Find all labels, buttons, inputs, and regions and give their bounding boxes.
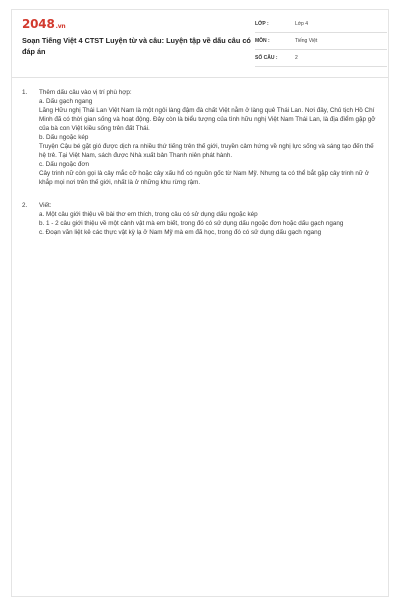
- question-part: a. Một câu giới thiệu về bài thơ em thích, trong câu có sử dụng dấu ngoặc kép: [39, 211, 258, 218]
- document-title: Soạn Tiếng Việt 4 CTST Luyện từ và câu: Luyện tập về dấu câu có đáp án: [22, 36, 251, 56]
- question-prompt: Viết:: [39, 202, 52, 209]
- logo-tld: .vn: [55, 23, 66, 30]
- question-part-label: c. Dấu ngoặc đơn: [39, 161, 89, 168]
- question-1: [12, 88, 388, 187]
- worksheet-header: [12, 10, 388, 72]
- logo-main: 2048: [22, 17, 55, 31]
- meta-value-subject: Tiếng Việt: [295, 38, 318, 44]
- question-prompt: Thêm dấu câu vào vị trí phù hợp:: [39, 89, 132, 96]
- question-paragraph: Truyện Cậu bé gặt gió được dịch ra nhiều thứ tiếng trên thế giới, truyền cảm hứng về nghị lực sống và sáng tạo đến thế hệ trẻ. Tại Việt Nam, sách được Nhà xuất bản Thanh niên phát hành.: [39, 143, 374, 159]
- question-paragraph: Lăng Hữu nghị Thái Lan Việt Nam là một ngôi làng đậm đà chất Việt nằm ở làng quê Thái Lan. Nơi đây, Chủ tịch Hồ Chí Minh đã có thời gian sống và hoạt động. Đây còn là biểu tượng của tình hữu nghị Việt Nam Thái Lan, là địa điểm gặp gỡ của bà con Việt kiều sống trên đất Thái.: [39, 107, 376, 132]
- meta-row-question-count: [255, 52, 387, 67]
- question-part: c. Đoạn văn liệt kê các thực vật kỳ lạ ở Nam Mỹ mà em đã học, trong đó có sử dụng dấu gạch ngang: [39, 229, 322, 236]
- meta-row-grade: [255, 18, 387, 33]
- site-logo[interactable]: [22, 17, 65, 31]
- worksheet-page: [11, 9, 389, 597]
- meta-label-grade: LỚP :: [255, 21, 269, 27]
- question-number: 1.: [22, 89, 28, 96]
- header-divider: [12, 77, 388, 78]
- meta-table: [255, 18, 387, 69]
- question-2: [12, 201, 388, 237]
- question-paragraph: Cây trinh nữ còn gọi là cây mắc cỡ hoặc cây xấu hổ có nguồn gốc từ Nam Mỹ. Nhưng ta có thể bắt gặp cây trinh nữ ở khắp mọi nơi trên thế giới, nhất là ở những khu rừng rậm.: [39, 170, 369, 186]
- question-number: 2.: [22, 202, 28, 209]
- question-part-label: b. Dấu ngoặc kép: [39, 134, 89, 141]
- question-part: b. 1 - 2 câu giới thiệu về một cảnh vật mà em biết, trong đó có sử dụng dấu ngoặc đơn hoặc dấu gạch ngang: [39, 220, 344, 227]
- question-part-label: a. Dấu gạch ngang: [39, 98, 93, 105]
- questions-list: [12, 88, 388, 251]
- question-content: [39, 88, 380, 187]
- meta-label-subject: MÔN :: [255, 38, 270, 44]
- meta-label-question-count: SỐ CÂU :: [255, 55, 278, 61]
- question-content: [39, 201, 380, 237]
- meta-value-grade: Lớp 4: [295, 21, 309, 27]
- meta-row-subject: [255, 35, 387, 50]
- meta-value-question-count: 2: [295, 55, 298, 61]
